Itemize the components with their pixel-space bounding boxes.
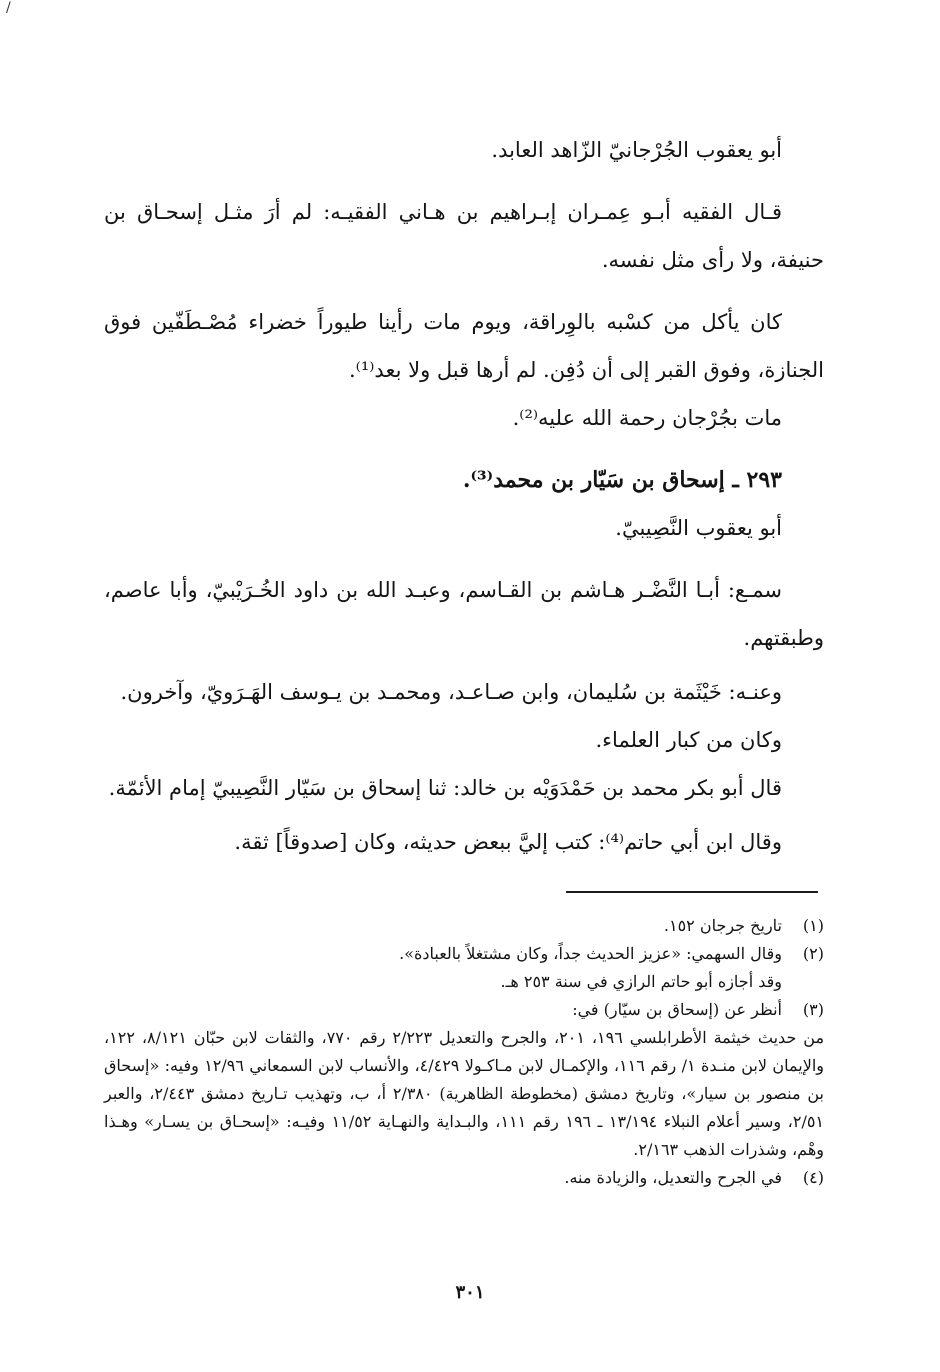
footnote-1 bbox=[104, 912, 824, 940]
footnote-text: وقال السهمي: «عزيز الحديث جداً، وكان مشتغلاً بالعبادة». bbox=[399, 944, 782, 963]
entry-narrators: وعنـه: خَيْثَمة بن سُليمان، وابن صـاعـد، ومحمـد بن يـوسف الهَـرَويّ، وآخرون. bbox=[120, 680, 782, 704]
footnote-number: (٣) bbox=[802, 1000, 824, 1019]
footnote-text: في الجرح والتعديل، والزيادة منه. bbox=[564, 1168, 782, 1187]
footnote-3 bbox=[104, 996, 824, 1164]
entry-quote-abi-hatim: وقال ابن أبي حاتم⁽⁴⁾: كتب إليَّ ببعض حديثه، وكان [صدوقاً] ثقة. bbox=[234, 830, 782, 854]
entry-quote-hamdawayh: قال أبو بكر محمد بن حَمْدَوَيْه بن خالد: ثنا إسحاق بن سَيّار النَّصِيبيّ إمام الأئمّة. bbox=[108, 776, 782, 800]
page-number: ٣٠١ bbox=[455, 1282, 485, 1303]
footnote-2 bbox=[104, 940, 824, 996]
footnote-text: أنظر عن (إسحاق بن سيّار) في: bbox=[572, 1000, 782, 1019]
footnote-number: (٢) bbox=[802, 944, 824, 963]
entry-kunya: أبو يعقوب النَّصِيبيّ. bbox=[615, 516, 782, 540]
footnotes bbox=[104, 912, 824, 1192]
paragraph-ascetic: أبو يعقوب الجُرْجانيّ الزّاهد العابد. bbox=[491, 138, 782, 162]
entry-status: وكان من كبار العلماء. bbox=[595, 728, 782, 752]
entry-heading: ٢٩٣ ـ إسحاق بن سَيّار بن محمد⁽³⁾. bbox=[462, 467, 782, 493]
paragraph-birds: كان يأكل من كسْبه بالوِراقة، ويوم مات رأينا طيوراً خضراء مُصْـطَفّين فوق الجنازة، وفوق القبر إلى أن دُفِن. لم أرها قبل ولا بعد⁽¹⁾. bbox=[104, 310, 824, 382]
footnote-4 bbox=[104, 1164, 824, 1192]
footnote-text: وقد أجازه أبو حاتم الرازي في سنة ٢٥٣ هـ. bbox=[500, 972, 782, 991]
footnote-sources: من حديث خيثمة الأطرابلسي ١٩٦، ٢٠١، والجرح والتعديل ٢/٢٢٣ رقم ٧٧٠، والثقات لابن حبّان ٨/١٢١، ١٢٢، والإيمان لابن منـدة ١/ رقم ١١٦، والإكمـال لابن مـاكـولا ٤/٤٢٩، والأنساب لابن السمعاني ١٢/٩٦ وفيه: «إسحاق بن منصور بن سيار»، وتاريخ دمشق (مخطوطة الظاهرية) ٢/٣٨٠ أ، ب، وتهذيب تـاريخ دمشق ٢/٤٤٣، والعبر ٢/٥١، وسير أعلام النبلاء ١٣/١٩٤ ـ ١٩٦ رقم ١١١، والبـداية والنهـاية ١١/٥٢ وفيـه: «إسحـاق بن يسـار» وهـذا وهْم، وشذرات الذهب ٢/١٦٣. bbox=[104, 1028, 825, 1159]
footnote-number: (١) bbox=[802, 916, 824, 935]
main-text bbox=[104, 126, 824, 866]
footnote-text: تاريخ جرجان ١٥٢. bbox=[663, 916, 782, 935]
paragraph-quote-faqih: قـال الفقيه أبـو عِمـران إبـراهيم بن هـاني الفقيـه: لم أرَ مثـل إسحـاق بن حنيفة، ولا رأى مثل نفسه. bbox=[104, 200, 824, 272]
footnote-number: (٤) bbox=[802, 1168, 824, 1187]
corner-mark: / bbox=[6, 0, 11, 16]
paragraph-death: مات بجُرْجان رحمة الله عليه⁽²⁾. bbox=[512, 406, 782, 430]
entry-heard-from: سمـع: أبـا النَّضْـر هـاشم بن القـاسم، وعبـد الله بن داود الخُـرَيْبيّ، وأبا عاصم، وطبقتهم. bbox=[104, 578, 824, 650]
footnote-separator bbox=[566, 891, 818, 893]
